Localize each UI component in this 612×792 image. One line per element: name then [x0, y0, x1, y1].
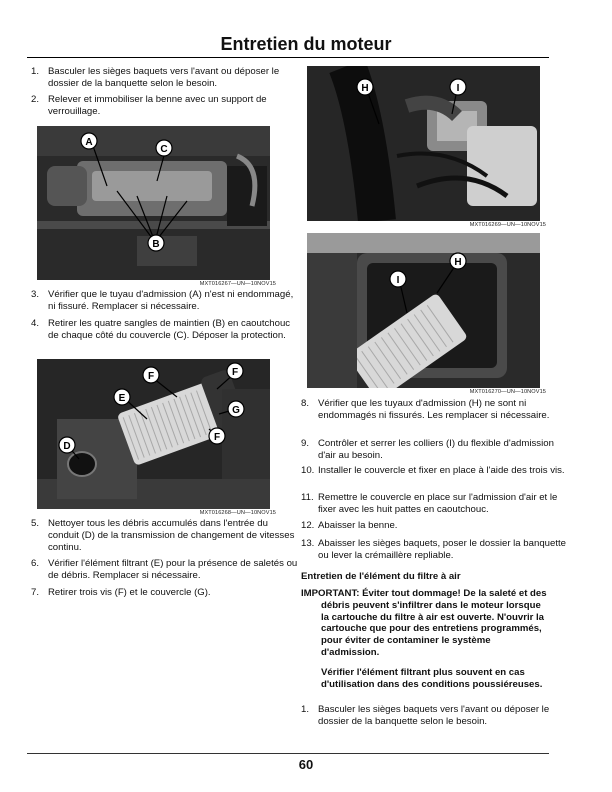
- step-1: 1. Basculer les sièges baquets vers l'avant ou déposer le dossier de la banquette selon le besoin.: [31, 66, 280, 89]
- step-13: 13. Abaisser les sièges baquets, poser le dossier la banquette ou lever la crémaillère repliable.: [301, 538, 566, 561]
- svg-text:C: C: [160, 144, 168, 155]
- figure-filter-housing-photo: [307, 233, 540, 388]
- filter-step-1: 1. Basculer les sièges baquets vers l'avant ou déposer le dossier de la banquette selon le besoin.: [301, 704, 550, 727]
- svg-text:E: E: [118, 393, 126, 404]
- callout-D: [59, 437, 75, 453]
- section-heading: Entretien de l'élément du filtre à air: [301, 571, 461, 582]
- callout-A: [81, 133, 97, 149]
- step-4: 4. Retirer les quatre sangles de maintien (B) en caoutchouc de chaque côté du couvercle (C). Déposer la protection.: [31, 318, 291, 341]
- callout-H: [357, 79, 373, 95]
- svg-text:F: F: [231, 367, 239, 378]
- callout-B: [148, 235, 164, 251]
- svg-text:H: H: [454, 257, 462, 268]
- figure-caption-1: MXT016267—UN—10NOV15: [199, 281, 276, 287]
- step-5: 5. Nettoyer tous les débris accumulés dans l'entrée du conduit (D) de la transmission de changement de vitesses continu.: [31, 518, 295, 553]
- callout-I: [450, 79, 466, 95]
- step-6: 6. Vérifier l'élément filtrant (E) pour la présence de saletés ou de débris. Remplacer si nécessaire.: [31, 558, 298, 581]
- step-7: 7. Retirer trois vis (F) et le couvercle (G).: [31, 587, 211, 598]
- callout-E: [114, 389, 130, 405]
- svg-text:I: I: [396, 275, 400, 286]
- step-3: 3. Vérifier que le tuyau d'admission (A) n'est ni endommagé, ni fissuré. Remplacer si nécessaire.: [31, 289, 294, 312]
- callout-F-3: [209, 428, 225, 444]
- callout-F-2: [227, 363, 243, 379]
- figure-air-intake-cover-photo: [37, 126, 270, 280]
- figure-caption-2: MXT016268—UN—10NOV15: [199, 510, 276, 516]
- important-text-2: Vérifier l'élément filtrant plus souvent en cas d'utilisation dans des conditions poussiéreuses.: [321, 666, 543, 690]
- step-11: 11. Remettre le couvercle en place sur l'admission d'air et le fixer avec les huit pattes en caoutchouc.: [301, 492, 558, 515]
- svg-text:F: F: [147, 371, 155, 382]
- figure-intake-hoses-photo: [307, 66, 540, 221]
- svg-text:H: H: [361, 83, 369, 94]
- callout-I: [390, 271, 406, 287]
- callout-G: [228, 401, 244, 417]
- figure-air-filter-element-photo: [37, 359, 270, 509]
- page-number: 60: [298, 757, 314, 772]
- important-label: IMPORTANT:: [301, 588, 360, 599]
- step-8: 8. Vérifier que les tuyaux d'admission (H) ne sont ni endommagés ni fissurés. Les remplacer si nécessaire.: [301, 398, 550, 421]
- header-rule: [27, 57, 549, 58]
- step-12: 12. Abaisser la benne.: [301, 520, 398, 531]
- step-2: 2. Relever et immobiliser la benne avec un support de verrouillage.: [31, 94, 267, 117]
- svg-text:G: G: [232, 405, 240, 416]
- callout-H: [450, 253, 466, 269]
- callout-C: [156, 140, 172, 156]
- footer-rule: [27, 753, 549, 754]
- svg-text:D: D: [63, 441, 71, 452]
- step-10: 10. Installer le couvercle et fixer en place à l'aide des trois vis.: [301, 465, 565, 476]
- svg-text:F: F: [213, 432, 221, 443]
- important-notice: [301, 588, 551, 690]
- svg-text:A: A: [85, 137, 93, 148]
- svg-text:I: I: [456, 83, 460, 94]
- figure-caption-3: MXT016269—UN—10NOV15: [469, 222, 546, 228]
- important-text: Éviter tout dommage! De la saleté et des débris peuvent s'infiltrer dans le moteur lorsque la cartouche du filtre à air est ouverte. N'ouvrir la cartouche que pour des entretiens programmés, pour éviter de contaminer le système d'admission.: [321, 588, 547, 658]
- page-title: Entretien du moteur: [220, 34, 392, 54]
- step-9: 9. Contrôler et serrer les colliers (I) du flexible d'admission d'air au besoin.: [301, 438, 554, 461]
- svg-text:B: B: [152, 239, 160, 250]
- figure-caption-4: MXT016270—UN—10NOV15: [469, 389, 546, 395]
- callout-F-1: [143, 367, 159, 383]
